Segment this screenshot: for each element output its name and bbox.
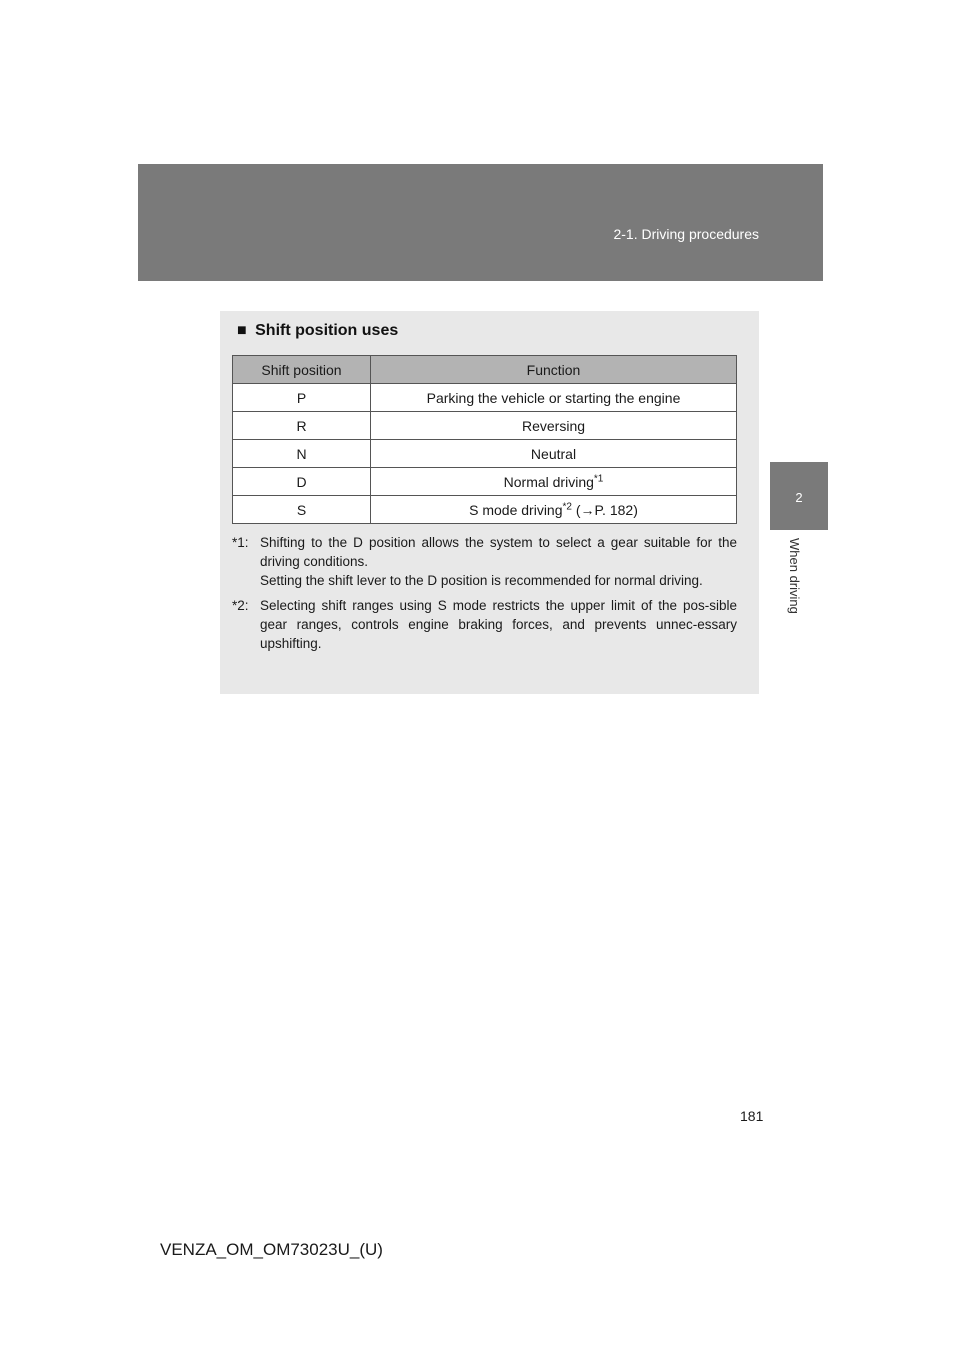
- function-text: Parking the vehicle or starting the engine: [426, 389, 681, 406]
- footnotes: [232, 533, 737, 659]
- table-header-row: [233, 356, 737, 384]
- function-cell: [371, 468, 737, 496]
- function-text: S mode driving: [469, 501, 563, 518]
- footnote: [232, 533, 737, 590]
- function-cell: [371, 496, 737, 524]
- function-text: Neutral: [530, 445, 577, 462]
- document-code: VENZA_OM_OM73023U_(U): [160, 1240, 383, 1259]
- chapter-tab[interactable]: [770, 462, 828, 530]
- function-text: Reversing: [521, 417, 586, 434]
- function-cell: [371, 440, 737, 468]
- info-box: [220, 311, 759, 694]
- shift-position-cell: N: [233, 440, 371, 468]
- table-row: [233, 440, 737, 468]
- shift-position-cell: S: [233, 496, 371, 524]
- footnote-mark: *1:: [232, 535, 249, 550]
- footnote-ref[interactable]: *2: [562, 500, 572, 512]
- footnote-mark: *2:: [232, 598, 249, 613]
- function-text: Normal driving: [503, 473, 594, 490]
- table-row: [233, 384, 737, 412]
- footnote-text-continued: Setting the shift lever to the D position is recommended for normal driving.: [260, 573, 703, 588]
- footnote-text: Shifting to the D position allows the system to select a gear suitable for the driving conditions.: [260, 535, 737, 569]
- chapter-number: 2: [795, 490, 803, 505]
- box-title: [237, 322, 398, 340]
- shift-position-table: [232, 355, 737, 524]
- shift-position-cell: D: [233, 468, 371, 496]
- square-bullet-icon: ■: [237, 322, 247, 339]
- column-header-shift-position: Shift position: [233, 356, 371, 384]
- function-cell: [371, 384, 737, 412]
- footnote: [232, 596, 737, 653]
- header-band: [138, 164, 823, 281]
- column-header-function: Function: [371, 356, 737, 384]
- page-number: 181: [740, 1108, 764, 1124]
- box-title-text: Shift position uses: [255, 322, 399, 339]
- section-title: 2-1. Driving procedures: [613, 226, 759, 242]
- table-row: [233, 496, 737, 524]
- footnote-text: Selecting shift ranges using S mode restricts the upper limit of the pos-sible gear ranges, controls engine braking forces, and prevents unnec-essary upshifting.: [260, 598, 737, 651]
- shift-position-cell: R: [233, 412, 371, 440]
- table-row: [233, 412, 737, 440]
- table-row: [233, 468, 737, 496]
- footnote-ref[interactable]: *1: [593, 472, 604, 484]
- function-cell: [371, 412, 737, 440]
- shift-position-cell: P: [233, 384, 371, 412]
- page-reference-link[interactable]: (→P. 182): [571, 501, 638, 518]
- chapter-label: When driving: [787, 538, 802, 614]
